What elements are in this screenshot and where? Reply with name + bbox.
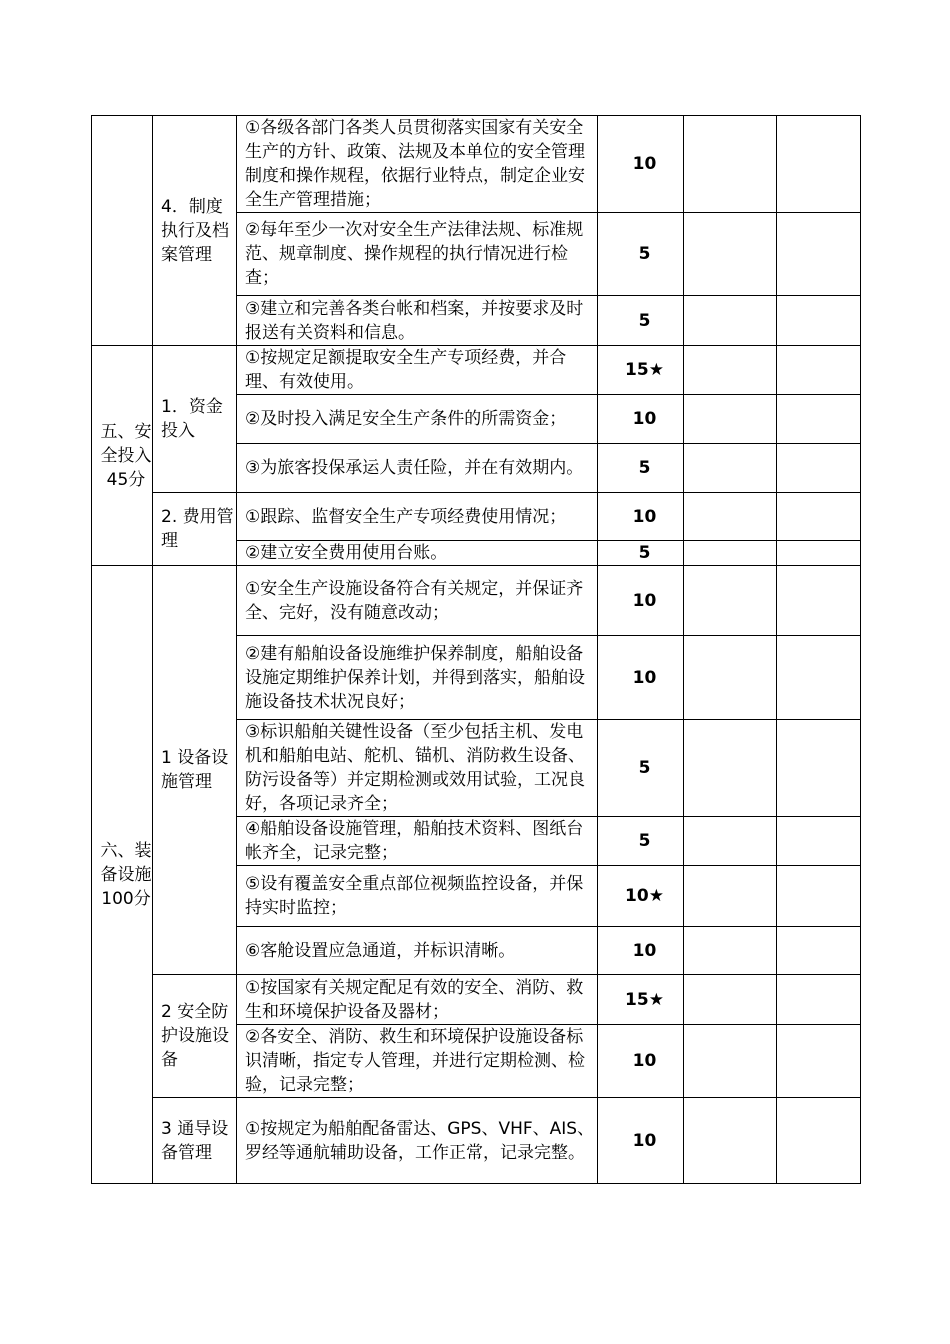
empty-cell xyxy=(684,866,777,927)
item-text: ①按规定为船舶配备雷达、GPS、VHF、AIS、罗经等通航辅助设备，工作正常，记录完整。 xyxy=(237,1098,598,1184)
empty-cell xyxy=(684,493,777,541)
empty-cell xyxy=(684,566,777,636)
empty-cell xyxy=(684,927,777,975)
category-cell xyxy=(92,116,153,346)
category-cell: 五、安全投入45分 xyxy=(92,346,153,566)
subcategory-cell: 1．资金投入 xyxy=(153,346,237,493)
empty-cell xyxy=(777,213,861,296)
item-text: ④船舶设备设施管理，船舶技术资料、图纸台帐齐全，记录完整； xyxy=(237,817,598,866)
empty-cell xyxy=(684,817,777,866)
empty-cell xyxy=(777,1098,861,1184)
item-score: 10 xyxy=(598,636,684,720)
table-row xyxy=(92,346,861,395)
empty-cell xyxy=(777,444,861,493)
item-text: ⑤设有覆盖安全重点部位视频监控设备，并保持实时监控； xyxy=(237,866,598,927)
item-text: ③为旅客投保承运人责任险，并在有效期内。 xyxy=(237,444,598,493)
empty-cell xyxy=(684,636,777,720)
empty-cell xyxy=(777,541,861,566)
empty-cell xyxy=(777,395,861,444)
item-text: ②每年至少一次对安全生产法律法规、标准规范、规章制度、操作规程的执行情况进行检查； xyxy=(237,213,598,296)
item-text: ②建有船舶设备设施维护保养制度，船舶设备设施定期维护保养计划，并得到落实，船舶设施设备技术状况良好； xyxy=(237,636,598,720)
empty-cell xyxy=(777,116,861,213)
empty-cell xyxy=(684,720,777,817)
table-row xyxy=(92,116,861,213)
item-text: ⑥客舱设置应急通道，并标识清晰。 xyxy=(237,927,598,975)
empty-cell xyxy=(777,720,861,817)
empty-cell xyxy=(684,296,777,346)
empty-cell xyxy=(777,493,861,541)
table-row xyxy=(92,566,861,636)
item-score: 10 xyxy=(598,493,684,541)
item-score: 5 xyxy=(598,720,684,817)
empty-cell xyxy=(684,1098,777,1184)
item-score: 10 xyxy=(598,395,684,444)
empty-cell xyxy=(684,444,777,493)
item-text: ③标识船舶关键性设备（至少包括主机、发电机和船舶电站、舵机、锚机、消防救生设备、防污设备等）并定期检测或效用试验，工况良好，各项记录齐全； xyxy=(237,720,598,817)
empty-cell xyxy=(777,636,861,720)
item-score: 15★ xyxy=(598,975,684,1025)
subcategory-cell: 2 安全防护设施设备 xyxy=(153,975,237,1098)
item-score: 5 xyxy=(598,296,684,346)
item-score: 10 xyxy=(598,927,684,975)
item-text: ①各级各部门各类人员贯彻落实国家有关安全生产的方针、政策、法规及本单位的安全管理制度和操作规程，依据行业特点，制定企业安全生产管理措施； xyxy=(237,116,598,213)
table-row xyxy=(92,493,861,541)
item-score: 10★ xyxy=(598,866,684,927)
subcategory-cell: 1 设备设施管理 xyxy=(153,566,237,975)
empty-cell xyxy=(684,346,777,395)
empty-cell xyxy=(684,1025,777,1098)
subcategory-cell: 3 通导设备管理 xyxy=(153,1098,237,1184)
empty-cell xyxy=(684,975,777,1025)
item-score: 10 xyxy=(598,1098,684,1184)
item-text: ②及时投入满足安全生产条件的所需资金； xyxy=(237,395,598,444)
item-text: ①安全生产设施设备符合有关规定，并保证齐全、完好，没有随意改动； xyxy=(237,566,598,636)
item-score: 10 xyxy=(598,566,684,636)
empty-cell xyxy=(777,817,861,866)
item-score: 5 xyxy=(598,817,684,866)
empty-cell xyxy=(777,346,861,395)
item-text: ②各安全、消防、救生和环境保护设施设备标识清晰，指定专人管理，并进行定期检测、检验，记录完整； xyxy=(237,1025,598,1098)
empty-cell xyxy=(684,213,777,296)
empty-cell xyxy=(684,541,777,566)
subcategory-cell: 2. 费用管理 xyxy=(153,493,237,566)
item-score: 10 xyxy=(598,116,684,213)
empty-cell xyxy=(777,975,861,1025)
item-score: 10 xyxy=(598,1025,684,1098)
assessment-table xyxy=(91,115,861,1184)
table-row xyxy=(92,1098,861,1184)
item-score: 5 xyxy=(598,541,684,566)
empty-cell xyxy=(777,1025,861,1098)
item-score: 15★ xyxy=(598,346,684,395)
empty-cell xyxy=(777,927,861,975)
item-text: ①跟踪、监督安全生产专项经费使用情况； xyxy=(237,493,598,541)
empty-cell xyxy=(777,296,861,346)
item-text: ①按规定足额提取安全生产专项经费，并合理、有效使用。 xyxy=(237,346,598,395)
empty-cell xyxy=(684,116,777,213)
item-score: 5 xyxy=(598,213,684,296)
category-cell: 六、装备设施100分 xyxy=(92,566,153,1184)
item-text: ①按国家有关规定配足有效的安全、消防、救生和环境保护设备及器材； xyxy=(237,975,598,1025)
item-text: ③建立和完善各类台帐和档案，并按要求及时报送有关资料和信息。 xyxy=(237,296,598,346)
table-row xyxy=(92,975,861,1025)
empty-cell xyxy=(684,395,777,444)
item-score: 5 xyxy=(598,444,684,493)
empty-cell xyxy=(777,566,861,636)
subcategory-cell: 4．制度执行及档案管理 xyxy=(153,116,237,346)
empty-cell xyxy=(777,866,861,927)
item-text: ②建立安全费用使用台账。 xyxy=(237,541,598,566)
